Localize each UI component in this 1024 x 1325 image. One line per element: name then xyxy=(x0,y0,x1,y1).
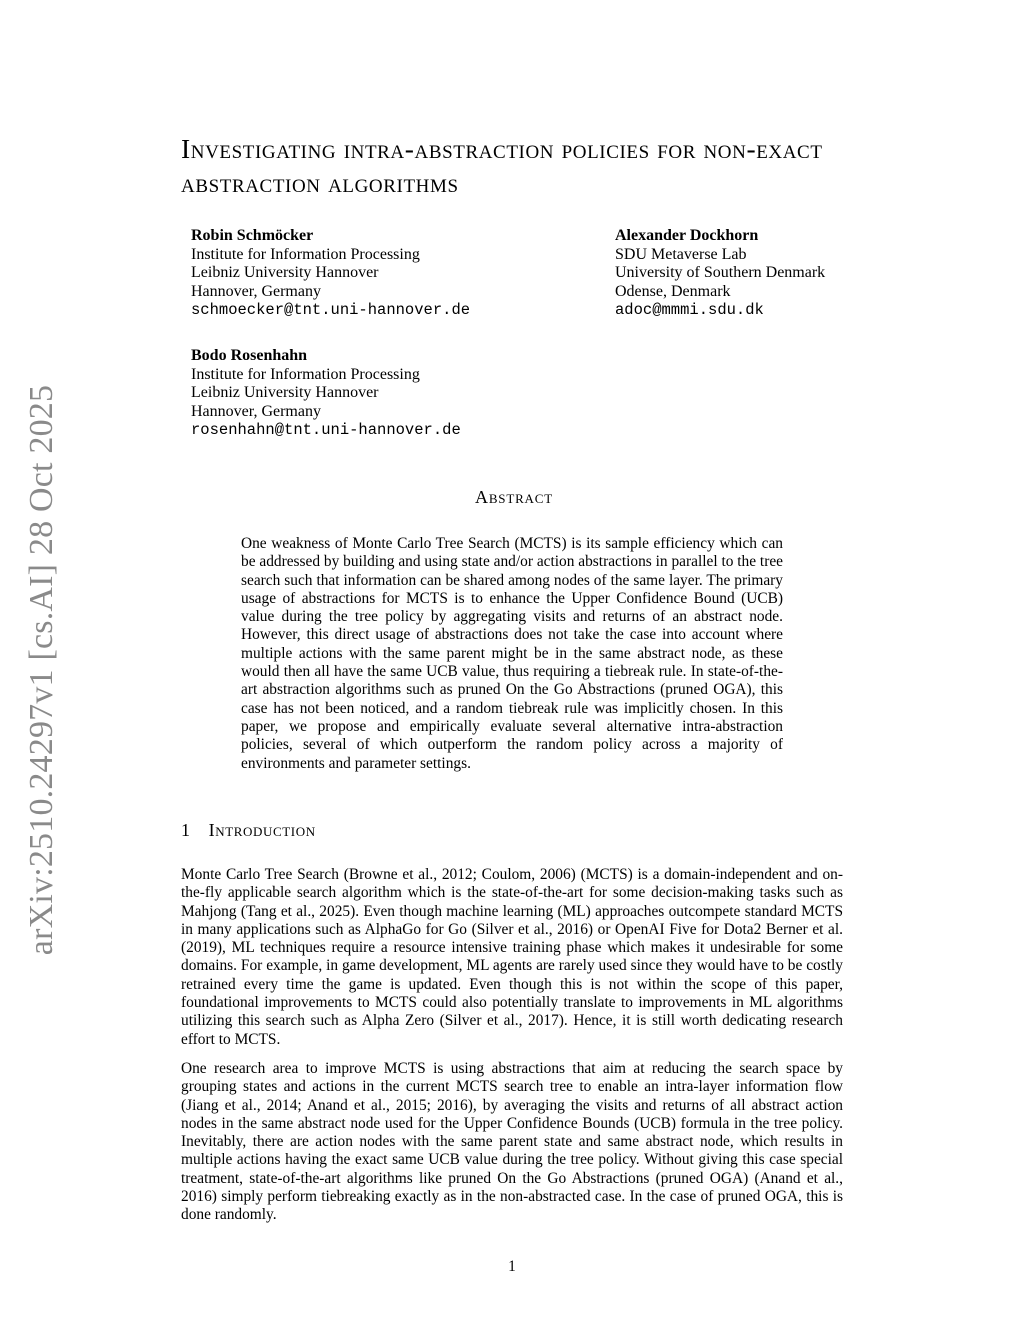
author-email: rosenhahn@tnt.uni-hannover.de xyxy=(191,421,461,439)
section-heading-introduction xyxy=(181,820,316,841)
author-block-2 xyxy=(615,227,825,320)
abstract-text: One weakness of Monte Carlo Tree Search (MCTS) is its sample efficiency which can be addressed by building and using state and/or action abstractions in parallel to the tree search such that information can be shared among nodes of the same layer. The primary usage of abstractions for MCTS is to enhance the Upper Confidence Bound (UCB) value during the tree policy by aggregating visits and returns of an abstract node. However, this direct usage of abstractions does not take the case into account where multiple actions with the same parent might be in the same abstract node, as these would then all have the same UCB value, thus requiring a tiebreak rule. In state-of-the-art abstraction algorithms such as pruned On the Go Abstractions (pruned OGA), this case has not been noticed, and a random tiebreak rule was implicitly chosen. In this paper, we propose and empirically evaluate several alternative intra-abstraction policies, several of which outperform the random policy across a majority of environments and parameter settings. xyxy=(241,535,783,772)
intro-paragraph-1: Monte Carlo Tree Search (Browne et al., 2012; Coulom, 2006) (MCTS) is a domain-independent and on-the-fly applicable search algorithm which is the state-of-the-art for some decision-making tasks such as Mahjong (Tang et al., 2025). Even though machine learning (ML) approaches outcompete standard MCTS in many applications such as AlphaGo for Go (Silver et al., 2016) or OpenAI Five for Dota2 Berner et al. (2019), ML techniques require a resource intensive training phase which makes it undesirable for some domains. For example, in game development, ML agents are rarely used since they would have to be costly retrained every time the game is updated. Even though this is not within the scope of this paper, foundational improvements to MCTS could also potentially translate to improvements in ML algorithms utilizing this search such as Alpha Zero (Silver et al., 2017). Hence, it is still worth dedicating research effort to MCTS. xyxy=(181,866,843,1048)
author-affiliation-line: Hannover, Germany xyxy=(191,282,321,300)
author-affiliation-line: Leibniz University Hannover xyxy=(191,264,379,281)
author-name: Alexander Dockhorn xyxy=(615,227,759,244)
author-affiliation-line: University of Southern Denmark xyxy=(615,264,826,281)
author-affiliation-line: Hannover, Germany xyxy=(191,402,321,420)
author-affiliation-line: Institute for Information Processing xyxy=(191,365,420,383)
section-number: 1 xyxy=(181,820,191,840)
abstract-heading: Abstract xyxy=(475,487,553,507)
paper-title: Investigating intra-abstraction policies for non-exact abstraction algorithms xyxy=(181,133,823,198)
author-name: Bodo Rosenhahn xyxy=(191,347,308,364)
author-affiliation-line: Odense, Denmark xyxy=(615,282,731,300)
author-affiliation-line: SDU Metaverse Lab xyxy=(615,245,747,263)
author-affiliation-line: Institute for Information Processing xyxy=(191,245,420,263)
author-email: schmoecker@tnt.uni-hannover.de xyxy=(191,301,471,319)
section-title: Introduction xyxy=(208,820,316,840)
author-block-1 xyxy=(191,227,470,320)
author-name: Robin Schmöcker xyxy=(191,227,314,244)
author-email: adoc@mmmi.sdu.dk xyxy=(615,301,764,319)
page-number: 1 xyxy=(508,1258,516,1275)
intro-paragraph-2: One research area to improve MCTS is using abstractions that aim at reducing the search space by grouping states and actions in the current MCTS search tree to enable an intra-layer information flow (Jiang et al., 2014; Anand et al., 2015; 2016), by averaging the visits and returns of all abstract action nodes in the same abstract node used for the Upper Confidence Bounds (UCB) formula in the tree policy. Inevitably, there are action nodes with the same parent state and same abstract node, which results in multiple actions having the exact same UCB value during the tree policy. Without giving this case special treatment, state-of-the-art algorithms like pruned On the Go Abstractions (pruned OGA) (Anand et al., 2016) simply perform tiebreaking exactly as in the non-abstracted case. In the case of pruned OGA, this is done randomly. xyxy=(181,1060,843,1224)
author-affiliation-line: Leibniz University Hannover xyxy=(191,384,379,401)
arxiv-identifier-stamp: arXiv:2510.24297v1 [cs.AI] 28 Oct 2025 xyxy=(23,384,60,956)
author-block-3 xyxy=(191,347,461,440)
